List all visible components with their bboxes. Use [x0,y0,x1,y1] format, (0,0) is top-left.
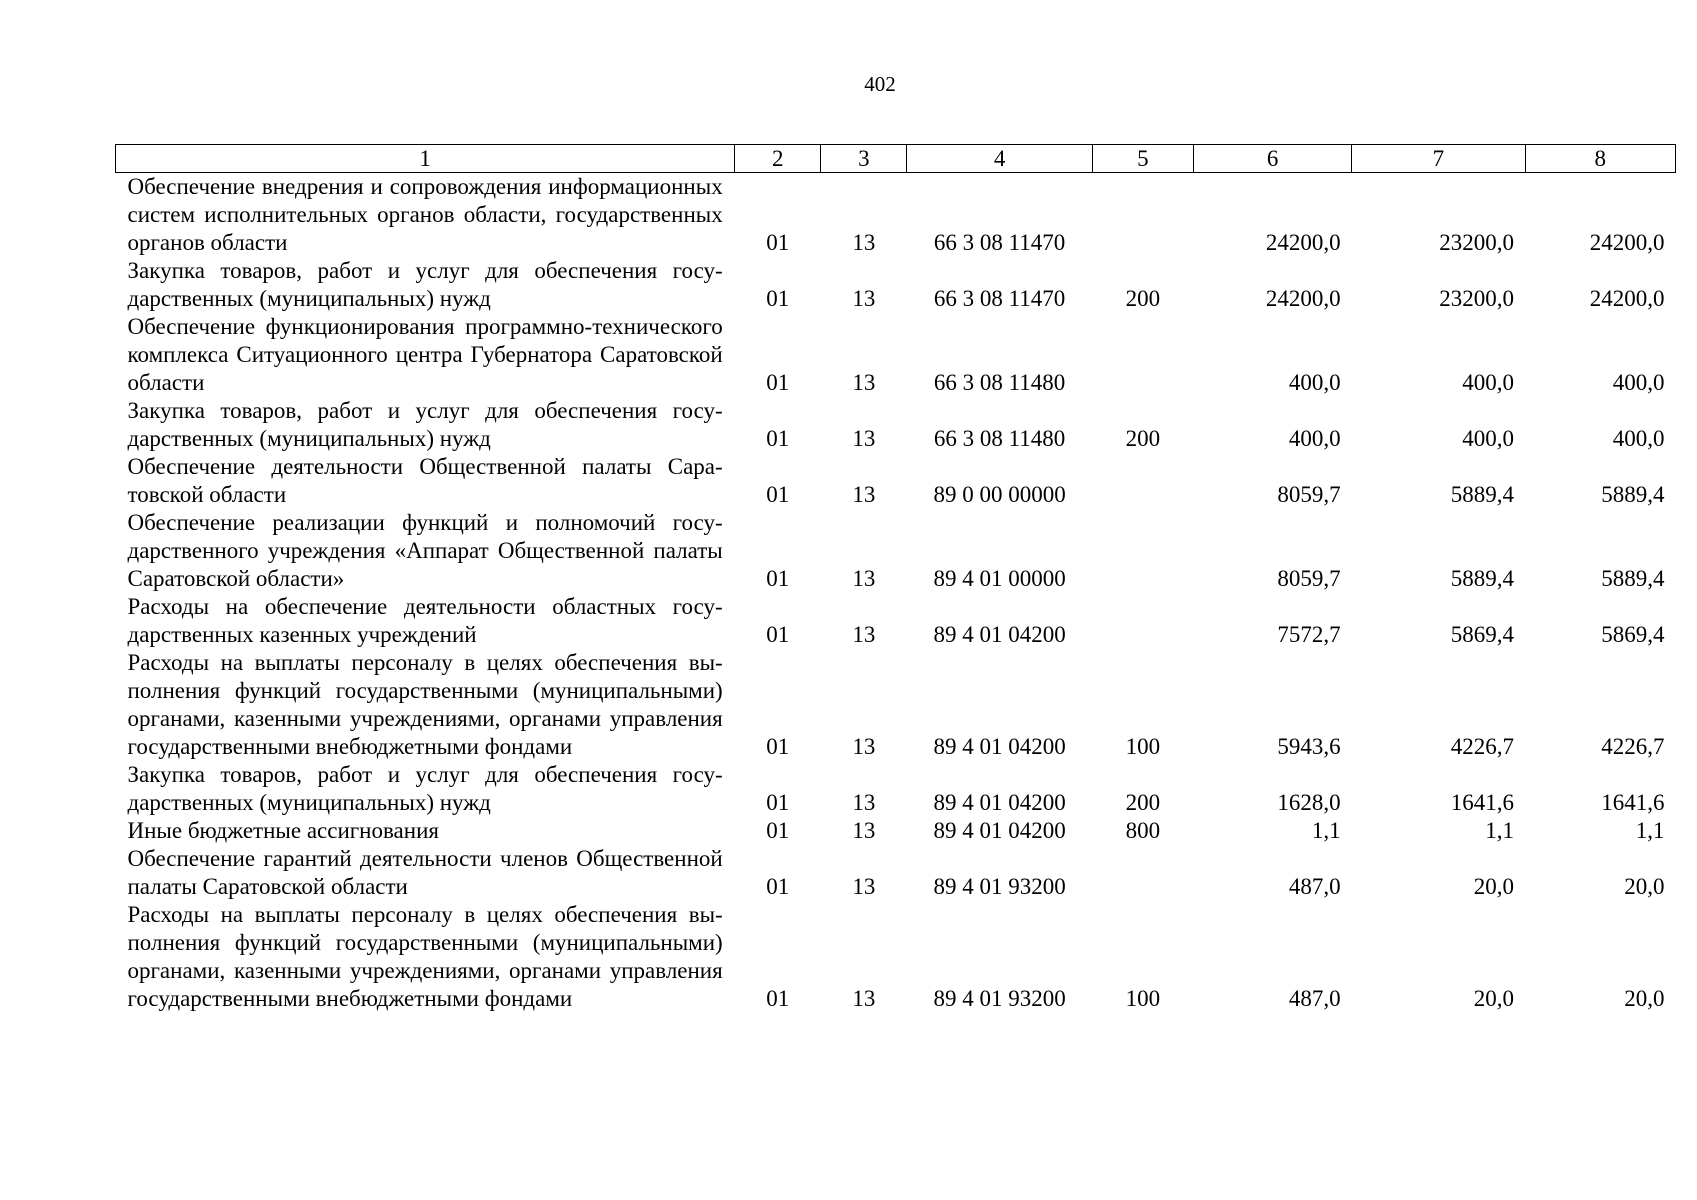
expense-type-code: 200 [1125,426,1161,451]
expense-type-code [1092,845,1193,901]
subsection-code: 13 [852,482,876,507]
amount-column-7: 1641,6 [1450,790,1514,815]
column-header: 6 [1194,145,1352,173]
subsection-code: 13 [852,874,876,899]
subsection-code: 13 [852,986,876,1011]
table-row [116,257,1676,313]
amount-column-8: 1641,6 [1601,790,1665,815]
table-row [116,397,1676,453]
amount-column-7: 20,0 [1473,986,1514,1011]
amount-column-7: 5889,4 [1450,482,1514,507]
table-row [116,817,1676,845]
amount-column-6: 487,0 [1288,874,1341,899]
amount-column-6: 8059,7 [1277,566,1341,591]
row-name: Закупка товаров, работ и услуг для обеспечения государственных (муниципальных) нужд [127,258,723,311]
table-row [116,173,1676,258]
amount-column-6: 400,0 [1288,426,1341,451]
subsection-code: 13 [852,370,876,395]
table-row [116,593,1676,649]
table-body [116,173,1676,1014]
subsection-code: 13 [852,734,876,759]
amount-column-6: 1628,0 [1277,790,1341,815]
amount-column-6: 8059,7 [1277,482,1341,507]
amount-column-7: 1,1 [1485,818,1514,843]
table-row [116,761,1676,817]
section-code: 01 [766,230,790,255]
page-number: 402 [864,72,896,96]
expense-type-code: 200 [1125,790,1161,815]
section-code: 01 [766,874,790,899]
amount-column-6: 400,0 [1288,370,1341,395]
section-code: 01 [766,286,790,311]
row-name: Закупка товаров, работ и услуг для обеспечения государственных (муниципальных) нужд [127,762,723,815]
amount-column-7: 23200,0 [1439,230,1514,255]
amount-column-8: 24200,0 [1589,230,1665,255]
amount-column-7: 400,0 [1462,370,1514,395]
target-article-code: 66 3 08 11470 [933,230,1066,255]
section-code: 01 [766,566,790,591]
amount-column-8: 20,0 [1624,986,1665,1011]
expense-type-code [1092,313,1193,397]
target-article-code: 89 4 01 04200 [933,790,1066,815]
row-name: Расходы на выплаты персоналу в целях обеспечения выполнения функций государственными (муниципальными) органами, казенными учреждениями, органами управления государственными внебюджетными фондами [127,902,723,1011]
table-row [116,313,1676,397]
section-code: 01 [766,426,790,451]
row-name: Обеспечение гарантий деятельности членов Общественной палаты Саратовской области [127,846,723,899]
table-row [116,453,1676,509]
table-header-row [116,145,1676,173]
amount-column-7: 23200,0 [1439,286,1514,311]
table-row [116,649,1676,761]
row-name: Обеспечение функционирования программно-технического комплекса Ситуационного центра Губернатора Саратовской области [127,314,723,395]
row-name: Расходы на выплаты персоналу в целях обеспечения выполнения функций государственными (муниципальными) органами, казенными учреждениями, органами управления государственными внебюджетными фондами [127,650,723,759]
subsection-code: 13 [852,566,876,591]
amount-column-6: 487,0 [1288,986,1341,1011]
row-name: Закупка товаров, работ и услуг для обеспечения государственных (муниципальных) нужд [127,398,723,451]
expense-type-code: 800 [1125,818,1161,843]
amount-column-7: 4226,7 [1450,734,1514,759]
amount-column-6: 1,1 [1311,818,1341,843]
expense-type-code [1092,509,1193,593]
amount-column-8: 5889,4 [1601,566,1665,591]
amount-column-6: 7572,7 [1277,622,1341,647]
expense-type-code [1092,173,1193,258]
table-row [116,845,1676,901]
amount-column-7: 5889,4 [1450,566,1514,591]
target-article-code: 89 4 01 04200 [933,818,1066,843]
row-name: Расходы на обеспечение деятельности областных государственных казенных учреждений [127,594,723,647]
target-article-code: 89 4 01 04200 [933,622,1066,647]
row-name: Обеспечение реализации функций и полномочий государственного учреждения «Аппарат Общественной палаты Саратовской области» [127,510,723,591]
amount-column-8: 4226,7 [1601,734,1665,759]
target-article-code: 66 3 08 11470 [933,286,1066,311]
column-header: 5 [1092,145,1193,173]
amount-column-7: 400,0 [1462,426,1514,451]
row-name: Иные бюджетные ассигнования [127,818,439,843]
subsection-code: 13 [852,622,876,647]
amount-column-7: 20,0 [1473,874,1514,899]
target-article-code: 89 4 01 04200 [933,734,1066,759]
target-article-code: 89 4 01 00000 [933,566,1066,591]
column-header: 2 [735,145,821,173]
target-article-code: 89 4 01 93200 [933,874,1066,899]
table-row [116,509,1676,593]
expense-type-code [1092,593,1193,649]
subsection-code: 13 [852,230,876,255]
amount-column-6: 24200,0 [1265,230,1341,255]
amount-column-8: 1,1 [1635,818,1665,843]
column-header: 7 [1352,145,1525,173]
column-header: 4 [907,145,1092,173]
amount-column-8: 24200,0 [1589,286,1665,311]
section-code: 01 [766,370,790,395]
expense-type-code: 200 [1125,286,1161,311]
subsection-code: 13 [852,818,876,843]
subsection-code: 13 [852,286,876,311]
column-header: 3 [821,145,907,173]
budget-table [115,144,1676,1013]
column-header: 8 [1525,145,1676,173]
amount-column-8: 20,0 [1624,874,1665,899]
section-code: 01 [766,622,790,647]
target-article-code: 89 4 01 93200 [933,986,1066,1011]
expense-type-code: 100 [1125,986,1161,1011]
expense-type-code [1092,453,1193,509]
section-code: 01 [766,790,790,815]
column-header: 1 [116,145,735,173]
amount-column-8: 5869,4 [1601,622,1665,647]
subsection-code: 13 [852,426,876,451]
amount-column-7: 5869,4 [1450,622,1514,647]
table-row [116,901,1676,1013]
amount-column-8: 5889,4 [1601,482,1665,507]
target-article-code: 89 0 00 00000 [933,482,1066,507]
expense-type-code: 100 [1125,734,1161,759]
target-article-code: 66 3 08 11480 [933,426,1066,451]
row-name: Обеспечение внедрения и сопровождения информационных систем исполнительных органов области, государственных органов области [127,174,723,255]
section-code: 01 [766,734,790,759]
amount-column-6: 5943,6 [1277,734,1341,759]
section-code: 01 [766,818,790,843]
amount-column-8: 400,0 [1612,370,1665,395]
section-code: 01 [766,986,790,1011]
row-name: Обеспечение деятельности Общественной палаты Саратовской области [127,454,723,507]
amount-column-6: 24200,0 [1265,286,1341,311]
subsection-code: 13 [852,790,876,815]
section-code: 01 [766,482,790,507]
target-article-code: 66 3 08 11480 [933,370,1066,395]
amount-column-8: 400,0 [1612,426,1665,451]
